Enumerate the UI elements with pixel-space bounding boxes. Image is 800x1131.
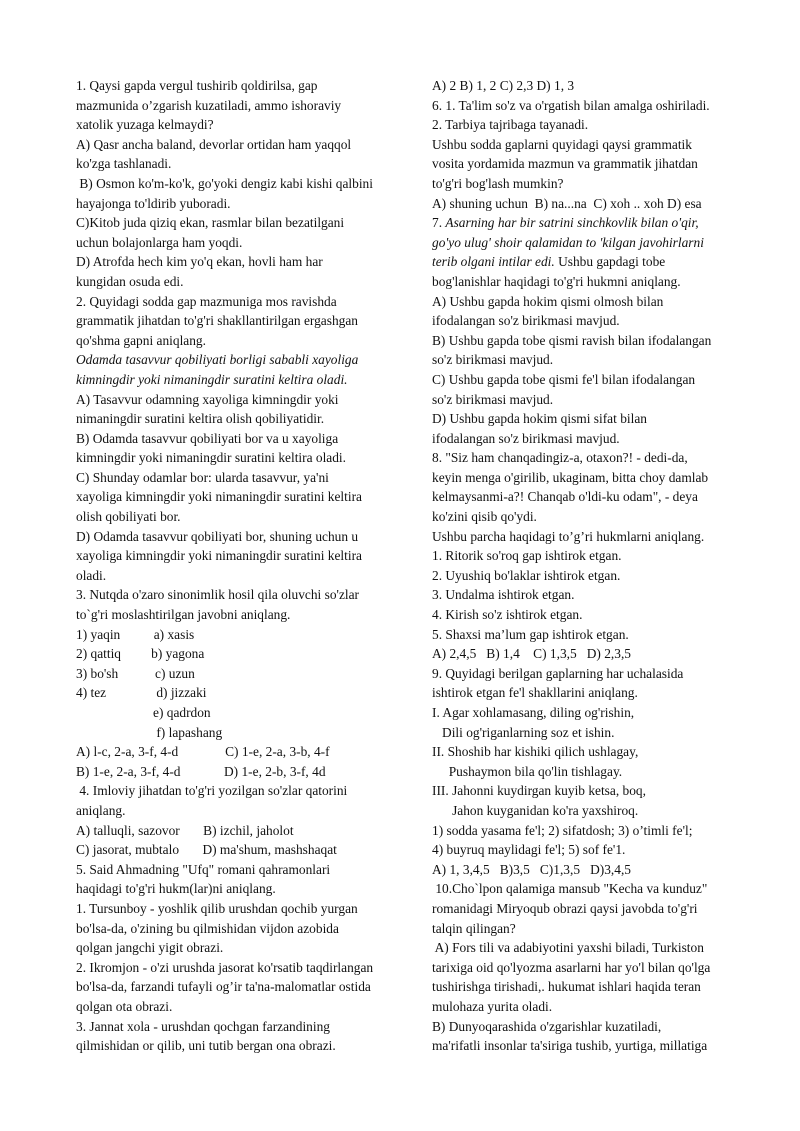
line-text: C)Kitob juda qiziq ekan, rasmlar bilan bezatilgani xyxy=(76,215,345,231)
line-text: 10.Cho`lpon qalamiga mansub "Kecha va kunduz" xyxy=(432,881,708,897)
line-text: 7. xyxy=(432,215,446,231)
text-line xyxy=(432,292,752,312)
line-text: B) Osmon ko'm-ko'k, go'yoki dengiz kabi kishi qalbini xyxy=(76,175,373,191)
line-text: 9. Quyidagi berilgan gaplarning har uchalasida xyxy=(432,665,684,681)
text-line xyxy=(432,370,752,390)
line-text: 5. Said Ahmadning "Ufq" romani qahramonlari xyxy=(76,861,331,877)
line-text: 1) sodda yasama fe'l; 2) sifatdosh; 3) o’timli fe'l; xyxy=(432,822,693,838)
text-line xyxy=(76,527,412,547)
text-line xyxy=(76,76,412,96)
text-line xyxy=(432,879,752,899)
line-text: mazmunida o’zgarish kuzatiladi, ammo ishoraviy xyxy=(76,97,342,113)
text-line xyxy=(76,860,412,880)
text-line xyxy=(76,429,412,449)
right-column xyxy=(432,76,752,1056)
line-text: 2) qattiq b) yagona xyxy=(76,646,205,662)
text-line xyxy=(432,821,752,841)
line-text: 2. Uyushiq bo'laklar ishtirok etgan. xyxy=(432,567,621,583)
line-text: 2. Ikromjon - o'zi urushda jasorat ko'rsatib taqdirlangan xyxy=(76,959,374,975)
text-line xyxy=(432,938,752,958)
text-line xyxy=(432,390,752,410)
text-line xyxy=(432,213,752,233)
line-text: kelmaysanmi-a?! Chanqab o'ldi-ku odam", - deya xyxy=(432,489,698,505)
line-text: 3) bo'sh c) uzun xyxy=(76,665,195,681)
line-text: qolgan jangchi yigit obrazi. xyxy=(76,940,224,956)
text-line xyxy=(76,781,412,801)
text-line xyxy=(76,468,412,488)
text-line xyxy=(76,644,412,664)
text-line xyxy=(432,115,752,135)
line-text: B) Odamda tasavvur qobiliyati bor va u xayoliga xyxy=(76,430,339,446)
line-text: 1. Qaysi gapda vergul tushirib qoldirilsa, gap xyxy=(76,78,318,93)
text-line xyxy=(76,703,412,723)
text-line xyxy=(432,605,752,625)
line-text: ifodalangan so'z birikmasi mavjud. xyxy=(432,313,620,329)
line-text: ishtirok etgan fe'l shakllarini aniqlang. xyxy=(432,685,638,701)
text-line xyxy=(76,821,412,841)
text-line xyxy=(432,233,752,253)
text-line xyxy=(76,1017,412,1037)
line-text: grammatik jihatdan to'g'ri shakllantirilgan ergashgan xyxy=(76,313,358,329)
line-text: A) Tasavvur odamning xayoliga kimningdir yoki xyxy=(76,391,339,407)
italic-text: Odamda tasavvur qobiliyati borligi sababli xayoliga xyxy=(76,352,359,368)
line-text: II. Shoshib har kishiki qilich ushlagay, xyxy=(432,744,639,760)
line-text: 1. Tursunboy - yoshlik qilib urushdan qochib yurgan xyxy=(76,900,358,916)
text-line xyxy=(432,546,752,566)
text-line xyxy=(76,546,412,566)
text-line xyxy=(432,762,752,782)
line-text: xayoliga kimningdir yoki nimaningdir suratini keltira xyxy=(76,489,362,505)
text-line xyxy=(76,899,412,919)
line-text: keyin menga o'girilib, ukaginam, bitta choy damlab xyxy=(432,469,709,485)
line-text: 1. Ritorik so'roq gap ishtirok etgan. xyxy=(432,548,622,564)
left-column xyxy=(76,76,412,1056)
line-text: A) 1, 3,4,5 B)3,5 C)1,3,5 D)3,4,5 xyxy=(432,861,631,877)
line-text: A) Fors tili va adabiyotini yaxshi biladi, Turkiston xyxy=(432,940,704,956)
line-text: haqidagi to'g'ri hukm(lar)ni aniqlang. xyxy=(76,881,276,897)
line-text: A) l-c, 2-a, 3-f, 4-d C) 1-e, 2-a, 3-b, 4-f xyxy=(76,744,330,760)
text-line xyxy=(432,801,752,821)
line-text: 5. Shaxsi ma’lum gap ishtirok etgan. xyxy=(432,626,629,642)
text-line xyxy=(76,233,412,253)
italic-text: kimningdir yoki nimaningdir suratini keltira oladi. xyxy=(76,371,348,387)
text-line xyxy=(76,213,412,233)
line-text: qo'shma gapni aniqlang. xyxy=(76,332,206,348)
text-line xyxy=(76,879,412,899)
line-text: Ushbu parcha haqidagi to’g’ri hukmlarni aniqlang. xyxy=(432,528,705,544)
text-line xyxy=(76,292,412,312)
text-line xyxy=(76,566,412,586)
line-text: 4) buyruq maylidagi fe'l; 5) sof fe'1. xyxy=(432,842,626,858)
text-line xyxy=(432,507,752,527)
line-text: 4. Kirish so'z ishtirok etgan. xyxy=(432,607,583,623)
line-text: bog'lanishlar haqidagi to'g'ri hukmni aniqlang. xyxy=(432,273,681,289)
text-line xyxy=(76,958,412,978)
text-line xyxy=(76,154,412,174)
text-line xyxy=(432,468,752,488)
text-line xyxy=(76,194,412,214)
italic-text: Asarning har bir satrini sinchkovlik bilan o'qir, xyxy=(445,215,699,231)
line-text: 8. "Siz ham chanqadingiz-a, otaxon?! - dedi-da, xyxy=(432,450,688,466)
text-line xyxy=(76,390,412,410)
text-line xyxy=(76,115,412,135)
text-line xyxy=(432,566,752,586)
line-text: Jahon kuyganidan ko'ra yaxshiroq. xyxy=(432,802,639,818)
text-line xyxy=(432,194,752,214)
text-line xyxy=(432,272,752,292)
text-line xyxy=(432,527,752,547)
italic-text: go'yo ulug' shoir qalamidan to 'kilgan javohirlarni xyxy=(432,234,704,250)
text-line xyxy=(76,977,412,997)
text-line xyxy=(432,723,752,743)
line-text: A) 2 B) 1, 2 C) 2,3 D) 1, 3 xyxy=(432,78,575,93)
text-line xyxy=(432,664,752,684)
text-line xyxy=(76,919,412,939)
text-line xyxy=(432,997,752,1017)
text-line xyxy=(432,331,752,351)
text-line xyxy=(76,625,412,645)
line-text: D) Atrofda hech kim yo'q ekan, hovli ham har xyxy=(76,254,323,270)
line-text: tarixiga oid qo'lyozma asarlarni har yo'l bilan qo'lga xyxy=(432,959,711,975)
line-text: ma'rifatli insonlar ta'siriga tushib, yurtiga, millatiga xyxy=(432,1038,708,1054)
line-text: 3. Jannat xola - urushdan qochgan farzandining xyxy=(76,1018,330,1034)
text-line xyxy=(432,350,752,370)
text-line xyxy=(76,409,412,429)
line-text: III. Jahonni kuydirgan kuyib ketsa, boq, xyxy=(432,783,646,799)
line-text: f) lapashang xyxy=(76,724,223,740)
text-line xyxy=(432,683,752,703)
text-line xyxy=(76,448,412,468)
text-line xyxy=(432,899,752,919)
line-text: qolgan ota obrazi. xyxy=(76,998,173,1014)
text-line xyxy=(432,840,752,860)
italic-text: terib olgani intilar edi. xyxy=(432,254,555,270)
text-line xyxy=(76,96,412,116)
text-line xyxy=(76,723,412,743)
line-text: nimaningdir suratini keltira olish qobiliyatidir. xyxy=(76,411,325,427)
text-line xyxy=(432,1036,752,1056)
line-text: B) 1-e, 2-a, 3-f, 4-d D) 1-e, 2-b, 3-f, 4d xyxy=(76,763,326,779)
line-text: 4) tez d) jizzaki xyxy=(76,685,207,701)
line-text: bo'lsa-da, o'zining bu qilmishidan vijdon azobida xyxy=(76,920,339,936)
line-text: D) Odamda tasavvur qobiliyati bor, shuning uchun u xyxy=(76,528,359,544)
text-line xyxy=(432,429,752,449)
line-text: Pushaymon bila qo'lin tishlagay. xyxy=(432,763,623,779)
line-text: 3. Undalma ishtirok etgan. xyxy=(432,587,575,603)
text-line xyxy=(432,585,752,605)
text-line xyxy=(76,174,412,194)
text-line xyxy=(432,860,752,880)
text-line xyxy=(76,840,412,860)
line-text: xayoliga kimningdir yoki nimaningdir suratini keltira xyxy=(76,548,362,564)
line-text: A) shuning uchun B) na...na C) xoh .. xoh D) esa xyxy=(432,195,702,211)
line-text: oladi. xyxy=(76,567,107,583)
line-text: mulohaza yurita oladi. xyxy=(432,998,553,1014)
text-line xyxy=(76,331,412,351)
line-text: ko'zini qisib qo'ydi. xyxy=(432,509,537,525)
line-text: A) talluqli, sazovor B) izchil, jaholot xyxy=(76,822,294,838)
line-text: e) qadrdon xyxy=(76,705,211,720)
text-line xyxy=(432,154,752,174)
text-line xyxy=(432,1017,752,1037)
line-text: 6. 1. Ta'lim so'z va o'rgatish bilan amalga oshiriladi. xyxy=(432,97,710,113)
text-line xyxy=(432,781,752,801)
line-text: A) Ushbu gapda hokim qismi olmosh bilan xyxy=(432,293,664,309)
text-line xyxy=(76,350,412,370)
text-line xyxy=(432,96,752,116)
text-line xyxy=(76,762,412,782)
text-line xyxy=(76,370,412,390)
line-text: tushirishga tirishadi,. hukumat ishlari haqida teran xyxy=(432,979,701,995)
text-line xyxy=(432,409,752,429)
line-text: kungidan osuda edi. xyxy=(76,273,184,289)
line-text: Dili og'riganlarning soz et ishin. xyxy=(432,724,615,740)
text-line xyxy=(76,135,412,155)
text-line xyxy=(432,135,752,155)
line-text: to`g'ri moslashtirilgan javobni aniqlang. xyxy=(76,607,291,623)
line-text: ko'zga tashlanadi. xyxy=(76,156,172,172)
text-line xyxy=(432,919,752,939)
line-text: to'g'ri bog'lash mumkin? xyxy=(432,175,564,191)
text-line xyxy=(76,1036,412,1056)
text-line xyxy=(76,487,412,507)
text-line xyxy=(76,585,412,605)
line-text: hayajonga to'ldirib yuboradi. xyxy=(76,195,231,211)
line-text: 4. Imloviy jihatdan to'g'ri yozilgan so'zlar qatorini xyxy=(76,783,348,799)
line-text: xatolik yuzaga kelmaydi? xyxy=(76,117,214,133)
line-text: 2. Tarbiya tajribaga tayanadi. xyxy=(432,117,589,133)
line-text: C) Shunday odamlar bor: ularda tasavvur, ya'ni xyxy=(76,469,329,485)
line-text: talqin qilingan? xyxy=(432,920,516,936)
text-line xyxy=(432,742,752,762)
text-line xyxy=(76,605,412,625)
line-text: so'z birikmasi mavjud. xyxy=(432,391,554,407)
text-line xyxy=(432,174,752,194)
line-text: A) 2,4,5 B) 1,4 C) 1,3,5 D) 2,3,5 xyxy=(432,646,631,662)
text-line xyxy=(76,801,412,821)
line-text: B) Dunyoqarashida o'zgarishlar kuzatiladi, xyxy=(432,1018,662,1034)
text-line xyxy=(432,625,752,645)
text-line xyxy=(76,272,412,292)
line-text: vosita yordamida mazmun va grammatik jihatdan xyxy=(432,156,698,172)
line-text: 2. Quyidagi sodda gap mazmuniga mos ravishda xyxy=(76,293,337,309)
text-line xyxy=(432,252,752,272)
line-text: romanidagi Miryoqub obrazi qaysi javobda to'g'ri xyxy=(432,900,698,916)
text-line xyxy=(76,311,412,331)
line-text: B) Ushbu gapda tobe qismi ravish bilan ifodalangan xyxy=(432,332,712,348)
text-line xyxy=(76,507,412,527)
line-text: D) Ushbu gapda hokim qismi sifat bilan xyxy=(432,411,647,427)
text-line xyxy=(76,664,412,684)
line-text: C) Ushbu gapda tobe qismi fe'l bilan ifodalangan xyxy=(432,371,696,387)
line-text: qilmishidan or qilib, uni tutib bergan ona obrazi. xyxy=(76,1038,336,1054)
text-line xyxy=(76,252,412,272)
text-line xyxy=(432,977,752,997)
text-line xyxy=(432,703,752,723)
text-line xyxy=(432,76,752,96)
text-line xyxy=(76,938,412,958)
text-line xyxy=(432,311,752,331)
line-text: kimningdir yoki nimaningdir suratini keltira oladi. xyxy=(76,450,347,466)
text-line xyxy=(76,742,412,762)
line-text: olish qobiliyati bor. xyxy=(76,509,181,525)
line-text: aniqlang. xyxy=(76,802,126,818)
text-line xyxy=(432,448,752,468)
text-line xyxy=(432,487,752,507)
line-text: ifodalangan so'z birikmasi mavjud. xyxy=(432,430,620,446)
text-line xyxy=(76,683,412,703)
text-line xyxy=(432,958,752,978)
line-text: 3. Nutqda o'zaro sinonimlik hosil qila oluvchi so'zlar xyxy=(76,587,360,603)
line-text: Ushbu sodda gaplarni quyidagi qaysi grammatik xyxy=(432,136,692,152)
line-text: Ushbu gapdagi tobe xyxy=(554,254,666,270)
text-line xyxy=(432,644,752,664)
line-text: I. Agar xohlamasang, diling og'rishin, xyxy=(432,705,635,720)
line-text: so'z birikmasi mavjud. xyxy=(432,352,554,368)
line-text: bo'lsa-da, farzandi tufayli og’ir ta'na-malomatlar ostida xyxy=(76,979,371,995)
text-line xyxy=(76,997,412,1017)
line-text: C) jasorat, mubtalo D) ma'shum, mashshaqat xyxy=(76,842,337,858)
line-text: 1) yaqin a) xasis xyxy=(76,626,195,642)
line-text: A) Qasr ancha baland, devorlar ortidan ham yaqqol xyxy=(76,136,352,152)
line-text: uchun bolajonlarga ham yoqdi. xyxy=(76,234,243,250)
